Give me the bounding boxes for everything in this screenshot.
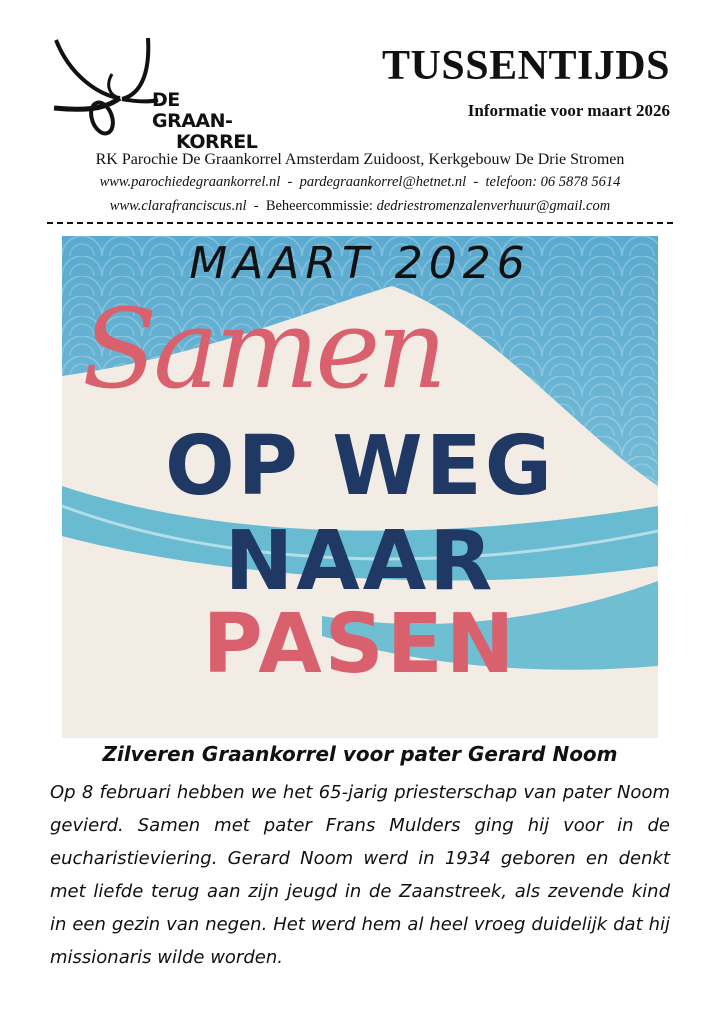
website2-link[interactable]: www.clarafranciscus.nl — [109, 198, 247, 214]
separator: - — [253, 198, 259, 214]
hero-image — [62, 236, 658, 738]
logo-line-1: DE GRAAN- — [152, 89, 233, 132]
article-title: Zilveren Graankorrel voor pater Gerard Noom — [102, 742, 618, 766]
newsletter-title: TUSSENTIJDS — [382, 43, 670, 89]
hero-script-word: Samen — [82, 285, 444, 413]
parish-logo — [50, 36, 265, 153]
hero-line-3: PASEN — [202, 597, 518, 692]
phone-number: telefoon: 06 5878 5614 — [485, 174, 621, 190]
header-divider — [47, 222, 673, 224]
website-link[interactable]: www.parochiedegraankorrel.nl — [99, 174, 281, 190]
contact-line-1 — [0, 174, 720, 191]
logo-wordmark — [152, 90, 265, 153]
separator: - — [473, 174, 479, 190]
parish-line: RK Parochie De Graankorrel Amsterdam Zuidoost, Kerkgebouw De Drie Stromen — [95, 151, 625, 168]
hero-line-2: NAAR — [224, 514, 496, 609]
separator: - — [287, 174, 293, 190]
article-body: Op 8 februari hebben we het 65-jarig priesterschap van pater Noom gevierd. Samen met pater Frans Mulders ging hij voor in de eucharistieviering. Gerard Noom werd in 1934 geboren en denkt met liefde terug aan zijn jeugd in de Zaanstreek, als zevende kind in een gezin van negen. Het werd hem al heel vroeg duidelijk dat hij missionaris wilde worden. — [50, 782, 670, 968]
newsletter-subtitle: Informatie voor maart 2026 — [467, 101, 670, 120]
logo-line-2: KORREL — [176, 131, 258, 153]
contact-line-2 — [0, 198, 720, 215]
hero-month-label: MAART 2026 — [189, 238, 531, 289]
email-link[interactable]: pardegraankorrel@hetnet.nl — [299, 174, 467, 190]
hero-line-1: OP WEG — [164, 419, 556, 514]
committee-label: Beheercommissie: — [265, 198, 373, 214]
committee-email-link[interactable]: dedriestromenzalenverhuur@gmail.com — [376, 198, 611, 214]
